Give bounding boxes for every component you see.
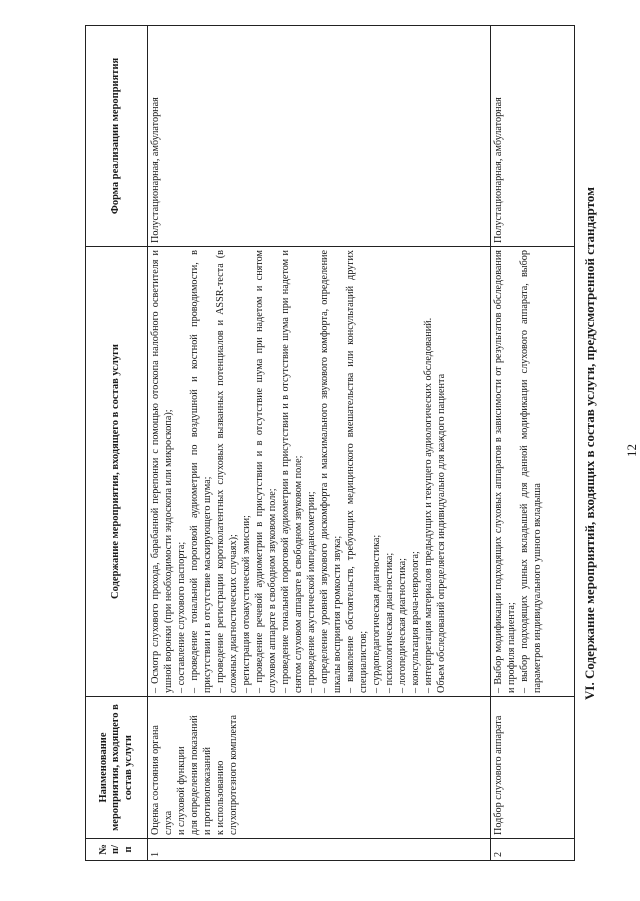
contents-line: – проведение регистрации коротколатентных слуховых вызванных потенциалов и ASSR-теста (в сложных диагностических случаях); <box>215 250 239 693</box>
contents-line: – консультация врача-невролога; <box>410 551 421 693</box>
name-line: к использованию <box>215 760 226 835</box>
contents-line: – интерпретация материалов предыдущих и текущего аудиологических обследований. <box>423 317 434 693</box>
row-2-contents <box>491 247 575 697</box>
header-name: Наименование мероприятия, входящего в состав услуги <box>86 697 148 839</box>
header-form: Форма реализации мероприятия <box>86 26 148 247</box>
row-2-form: Полустационарная, амбулаторная <box>491 26 575 247</box>
name-line: слухопротезного комплекта <box>228 715 239 835</box>
name-line: и противопоказаний <box>202 746 213 835</box>
row-1-form: Полустационарная, амбулаторная <box>148 26 491 247</box>
contents-line: – определение уровней звукового дискомфорта и максимального звукового комфорта, определение шкалы восприятия громкости звука; <box>319 250 343 693</box>
name-line: и слуховой функции <box>176 746 187 835</box>
header-contents: Содержание мероприятия, входящего в состав услуги <box>86 247 148 697</box>
table-row <box>491 26 575 861</box>
contents-line: – выявление обстоятельств, требующих медицинского вмешательства или консультаций других специалистов; <box>345 250 369 693</box>
row-1-num: 1 <box>148 839 491 861</box>
page-number: 12 <box>624 444 639 457</box>
contents-line: – проведение тональной пороговой аудиометрии в присутствии и в отсутствие шума при надетом и снятом слуховом аппарате в свободном звуковом поле; <box>280 250 304 693</box>
table-row <box>148 26 491 861</box>
contents-line: – составление слухового паспорта; <box>176 541 187 693</box>
name-line: для определения показаний <box>189 715 200 835</box>
section-title: VI. Содержание мероприятий, входящих в состав услуги, предусмотренной стандартом <box>582 187 597 700</box>
name-line: Подбор слухового аппарата <box>493 715 504 835</box>
contents-line: – регистрация отоакустической эмиссии; <box>241 515 252 693</box>
row-2-name <box>491 697 575 839</box>
contents-line: – Осмотр слухового прохода, барабанной перепонки с помощью отоскопа налобного осветителя и ушной воронки (при необходимости эндоскопа или микроскопа); <box>150 250 174 693</box>
content-table <box>85 25 575 861</box>
contents-line: Объем обследований определяется индивидуально для каждого пациента <box>436 373 447 693</box>
contents-line: – проведение тональной пороговой аудиометрии по воздушной и костной проводимости, в присутствии и в отсутствие маскирующего шума; <box>189 250 213 693</box>
table-header-row <box>86 26 148 861</box>
contents-line: – проведение речевой аудиометрии в присутствии и в отсутствие шума при надетом и снятом слуховом аппарате в свободном звуковом поле; <box>254 250 278 693</box>
row-1-contents <box>148 247 491 697</box>
contents-line: – проведение акустической импедансометрии; <box>306 491 317 693</box>
name-line: Оценка состояния органа слуха <box>150 725 174 835</box>
row-1-name <box>148 697 491 839</box>
contents-line: – сурдопедагогическая диагностика; <box>371 534 382 693</box>
row-2-num: 2 <box>491 839 575 861</box>
contents-line: – Выбор модификации подходящих слуховых аппаратов в зависимости от результатов обследования и профиля пациента; <box>493 250 517 693</box>
contents-line: – выбор подходящих ушных вкладышей для данной модификации слухового аппарата, выбор параметров индивидуального ушного вкладыша <box>519 250 543 693</box>
header-num: № п/п <box>86 839 148 861</box>
contents-line: – психологическая диагностика; <box>384 552 395 693</box>
contents-line: – логопедическая диагностика; <box>397 558 408 693</box>
